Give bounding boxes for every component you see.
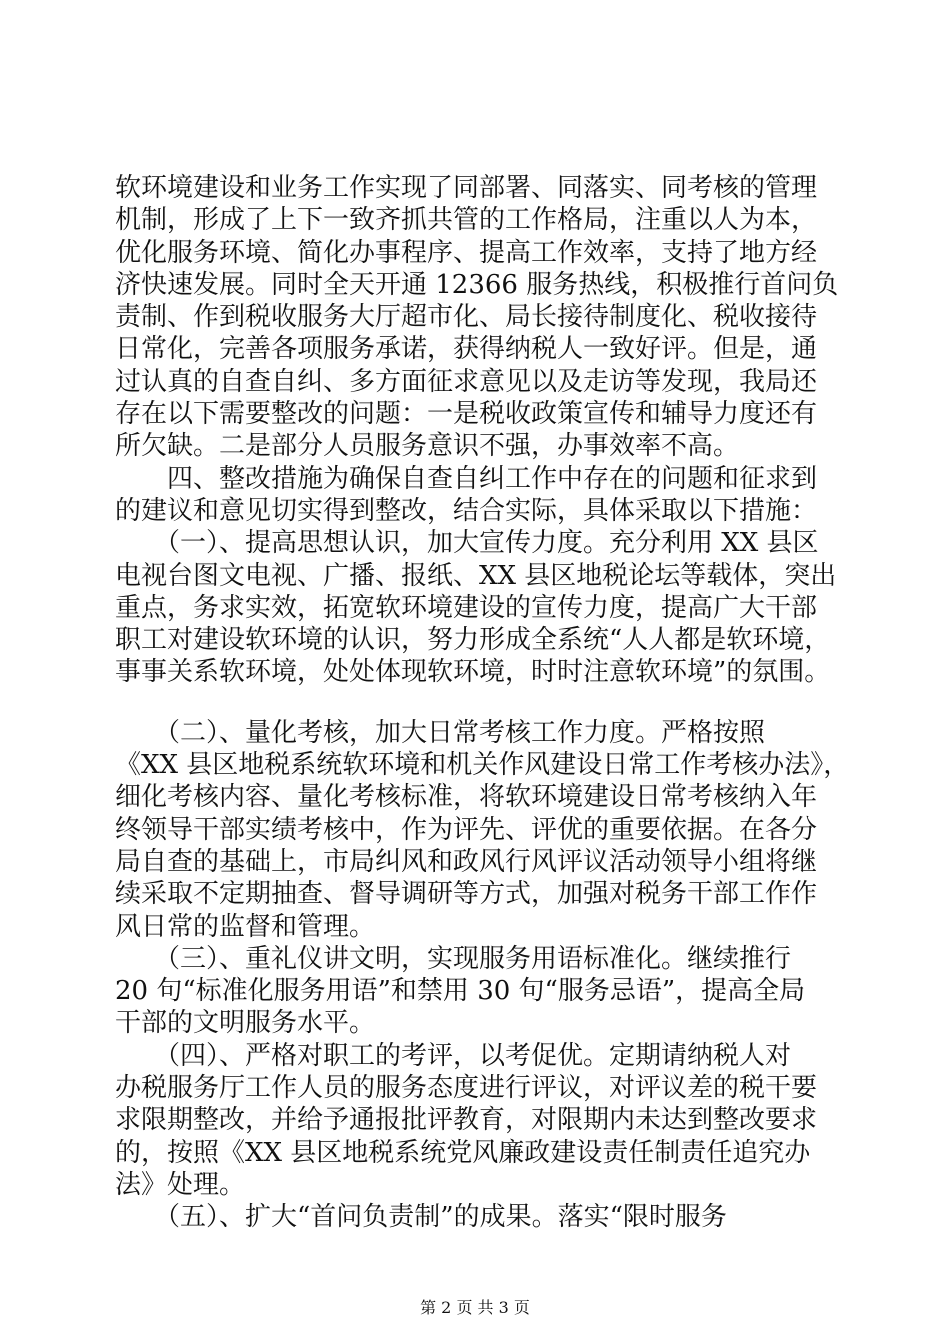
text-line: 四、整改措施为确保自查自纠工作中存在的问题和征求到: [115, 463, 818, 494]
text-line: 日常化，完善各项服务承诺，获得纳税人一致好评。但是，通: [115, 334, 818, 365]
text-line: 职工对建设软环境的认识，努力形成全系统“人人都是软环境，: [115, 625, 831, 656]
text-line: 的，按照《XX 县区地税系统党风廉政建设责任制责任追究办: [115, 1137, 811, 1168]
text-line: 存在以下需要整改的问题：一是税收政策宣传和辅导力度还有: [115, 399, 818, 430]
document-body: [115, 172, 850, 1234]
text-line: 20 句“标准化服务用语”和禁用 30 句“服务忌语”，提高全局: [115, 976, 806, 1007]
text-line: 重点，务求实效，拓宽软环境建设的宣传力度，提高广大干部: [115, 592, 818, 623]
text-line: 电视台图文电视、广播、报纸、XX 县区地税论坛等载体，突出: [115, 560, 837, 591]
text-line: 的建议和意见切实得到整改，结合实际，具体采取以下措施：: [115, 495, 818, 526]
text-line: （三）、重礼仪讲文明，实现服务用语标准化。继续推行: [115, 943, 792, 974]
text-line: 过认真的自查自纠、多方面征求意见以及走访等发现，我局还: [115, 366, 818, 397]
paragraph-gap: [115, 689, 835, 717]
text-line: 终领导干部实绩考核中，作为评先、评优的重要依据。在各分: [115, 814, 818, 845]
text-line: 事事关系软环境，处处体现软环境，时时注意软环境”的氛围。: [115, 657, 831, 688]
text-line: 求限期整改，并给予通报批评教育，对限期内未达到整改要求: [115, 1105, 818, 1136]
text-line: 细化考核内容、量化考核标准，将软环境建设日常考核纳入年: [115, 782, 818, 813]
text-line: （五）、扩大“首问负责制”的成果。落实“限时服务: [115, 1202, 727, 1233]
text-line: 济快速发展。同时全天开通 12366 服务热线，积极推行首问负: [115, 269, 839, 300]
text-line: 优化服务环境、简化办事程序、提高工作效率，支持了地方经: [115, 237, 818, 268]
text-line: 续采取不定期抽查、督导调研等方式，加强对税务干部工作作: [115, 879, 818, 910]
text-line: 责制、作到税收服务大厅超市化、局长接待制度化、税收接待: [115, 302, 818, 333]
text-line: 局自查的基础上，市局纠风和政风行风评议活动领导小组将继: [115, 846, 818, 877]
text-line: （一）、提高思想认识，加大宣传力度。充分利用 XX 县区: [115, 528, 819, 559]
text-line: （四）、严格对职工的考评，以考促优。定期请纳税人对: [115, 1040, 792, 1071]
text-line: （二）、量化考核，加大日常考核工作力度。严格按照: [115, 717, 766, 748]
text-line: 法》处理。: [115, 1169, 246, 1200]
text-line: 《XX 县区地税系统软环境和机关作风建设日常工作考核办法》，: [115, 750, 850, 781]
text-line: 软环境建设和业务工作实现了同部署、同落实、同考核的管理: [115, 173, 818, 203]
text-line: 所欠缺。二是部分人员服务意识不强，办事效率不高。: [115, 431, 740, 462]
text-line: 干部的文明服务水平。: [115, 1008, 376, 1039]
page-footer: 第 2 页 共 3 页: [420, 1298, 530, 1317]
text-line: 机制，形成了上下一致齐抓共管的工作格局，注重以人为本，: [115, 205, 818, 236]
text-line: 办税服务厅工作人员的服务态度进行评议，对评议差的税干要: [115, 1073, 818, 1104]
text-line: 风日常的监督和管理。: [115, 911, 376, 942]
